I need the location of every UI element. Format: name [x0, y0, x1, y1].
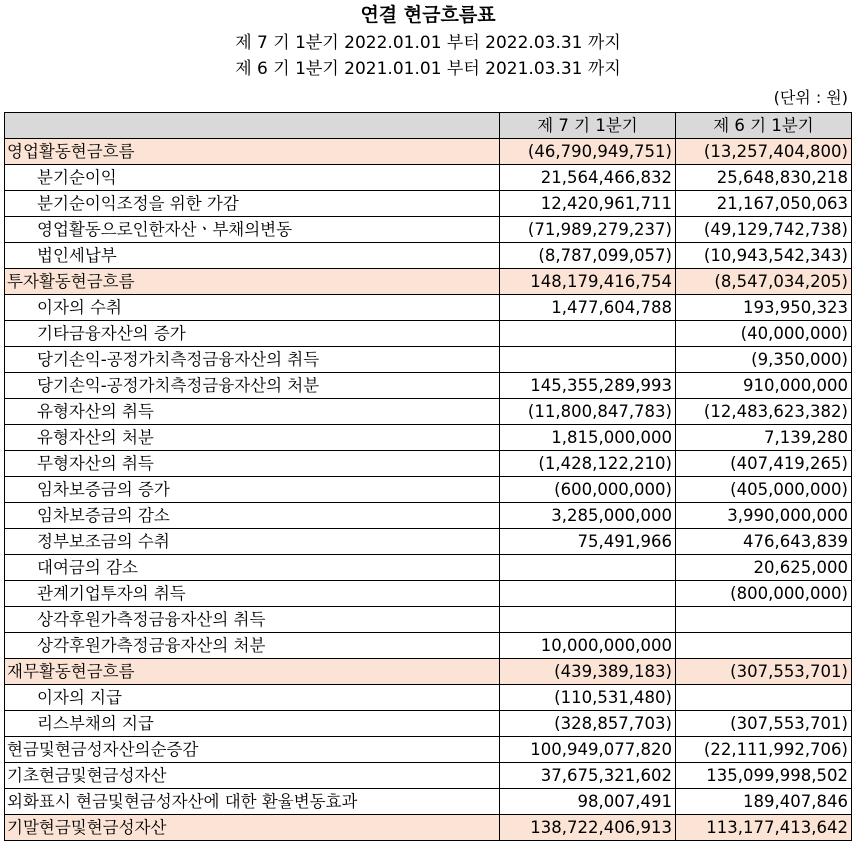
current-period-value: [500, 555, 676, 581]
prior-period-value: (10,943,542,343): [676, 243, 852, 269]
prior-period-value: (405,000,000): [676, 477, 852, 503]
header-current-period: 제 7 기 1분기: [500, 113, 676, 139]
prior-period-value: (307,553,701): [676, 711, 852, 737]
current-period-value: [500, 607, 676, 633]
prior-period-value: 135,099,998,502: [676, 763, 852, 789]
current-period-value: 145,355,289,993: [500, 373, 676, 399]
table-row: [5, 503, 852, 529]
unit-label: (단위 : 원): [773, 88, 848, 107]
current-period-value: 100,949,077,820: [500, 737, 676, 763]
current-period-value: [500, 347, 676, 373]
current-period-value: (600,000,000): [500, 477, 676, 503]
table-row: [5, 165, 852, 191]
row-label: 상각후원가측정금융자산의 처분: [5, 633, 500, 659]
row-label: 유형자산의 취득: [5, 399, 500, 425]
table-row: [5, 269, 852, 295]
table-row: [5, 581, 852, 607]
prior-period-value: [676, 685, 852, 711]
current-period-value: (46,790,949,751): [500, 139, 676, 165]
row-label: 분기순이익조정을 위한 가감: [5, 191, 500, 217]
prior-period-value: 25,648,830,218: [676, 165, 852, 191]
prior-period-value: (8,547,034,205): [676, 269, 852, 295]
prior-period-value: 7,139,280: [676, 425, 852, 451]
row-label: 기초현금및현금성자산: [5, 763, 500, 789]
table-row: [5, 399, 852, 425]
row-label: 기타금융자산의 증가: [5, 321, 500, 347]
row-label: 기말현금및현금성자산: [5, 815, 500, 841]
table-row: [5, 451, 852, 477]
current-period-value: 12,420,961,711: [500, 191, 676, 217]
prior-period-value: [676, 633, 852, 659]
row-label: 무형자산의 취득: [5, 451, 500, 477]
table-row: [5, 607, 852, 633]
current-period-value: 1,815,000,000: [500, 425, 676, 451]
table-row: [5, 711, 852, 737]
table-row: [5, 633, 852, 659]
row-label: 리스부채의 지급: [5, 711, 500, 737]
table-row: [5, 243, 852, 269]
prior-period-value: 3,990,000,000: [676, 503, 852, 529]
table-row: [5, 139, 852, 165]
row-label: 유형자산의 처분: [5, 425, 500, 451]
row-label: 분기순이익: [5, 165, 500, 191]
header-blank: [5, 113, 500, 139]
table-row: [5, 477, 852, 503]
period-prior: 제 6 기 1분기 2021.01.01 부터 2021.03.31 까지: [235, 59, 621, 79]
table-body: [5, 139, 852, 841]
statement-title: 연결 현금흐름표: [360, 4, 496, 26]
row-label: 임차보증금의 감소: [5, 503, 500, 529]
current-period-value: (110,531,480): [500, 685, 676, 711]
current-period-value: [500, 321, 676, 347]
prior-period-value: (9,350,000): [676, 347, 852, 373]
row-label: 정부보조금의 수취: [5, 529, 500, 555]
table-row: [5, 815, 852, 841]
row-label: 이자의 수취: [5, 295, 500, 321]
table-row: [5, 659, 852, 685]
prior-period-value: (407,419,265): [676, 451, 852, 477]
row-label: 당기손익-공정가치측정금융자산의 취득: [5, 347, 500, 373]
prior-period-value: 20,625,000: [676, 555, 852, 581]
prior-period-value: (307,553,701): [676, 659, 852, 685]
table-row: [5, 737, 852, 763]
prior-period-value: (13,257,404,800): [676, 139, 852, 165]
current-period-value: 10,000,000,000: [500, 633, 676, 659]
table-row: [5, 555, 852, 581]
current-period-value: 148,179,416,754: [500, 269, 676, 295]
current-period-value: 37,675,321,602: [500, 763, 676, 789]
prior-period-value: (800,000,000): [676, 581, 852, 607]
current-period-value: 75,491,966: [500, 529, 676, 555]
current-period-value: 3,285,000,000: [500, 503, 676, 529]
current-period-value: (71,989,279,237): [500, 217, 676, 243]
row-label: 외화표시 현금및현금성자산에 대한 환율변동효과: [5, 789, 500, 815]
table-row: [5, 295, 852, 321]
table-row: [5, 685, 852, 711]
current-period-value: (328,857,703): [500, 711, 676, 737]
table-header-row: [5, 113, 852, 139]
prior-period-value: [676, 607, 852, 633]
current-period-value: (11,800,847,783): [500, 399, 676, 425]
current-period-value: 1,477,604,788: [500, 295, 676, 321]
prior-period-value: (22,111,992,706): [676, 737, 852, 763]
current-period-value: 138,722,406,913: [500, 815, 676, 841]
prior-period-value: 476,643,839: [676, 529, 852, 555]
current-period-value: 21,564,466,832: [500, 165, 676, 191]
table-row: [5, 763, 852, 789]
current-period-value: (8,787,099,057): [500, 243, 676, 269]
row-label: 임차보증금의 증가: [5, 477, 500, 503]
table-row: [5, 373, 852, 399]
row-label: 당기손익-공정가치측정금융자산의 처분: [5, 373, 500, 399]
table-row: [5, 529, 852, 555]
row-label: 이자의 지급: [5, 685, 500, 711]
row-label: 재무활동현금흐름: [5, 659, 500, 685]
row-label: 법인세납부: [5, 243, 500, 269]
prior-period-value: 193,950,323: [676, 295, 852, 321]
prior-period-value: 189,407,846: [676, 789, 852, 815]
cash-flow-table: [4, 112, 852, 841]
table-row: [5, 789, 852, 815]
row-label: 영업활동으로인한자산ㆍ부채의변동: [5, 217, 500, 243]
table-row: [5, 347, 852, 373]
header-prior-period: 제 6 기 1분기: [676, 113, 852, 139]
prior-period-value: 21,167,050,063: [676, 191, 852, 217]
row-label: 투자활동현금흐름: [5, 269, 500, 295]
period-current: 제 7 기 1분기 2022.01.01 부터 2022.03.31 까지: [235, 33, 621, 53]
row-label: 상각후원가측정금융자산의 취득: [5, 607, 500, 633]
prior-period-value: (49,129,742,738): [676, 217, 852, 243]
prior-period-value: 910,000,000: [676, 373, 852, 399]
prior-period-value: 113,177,413,642: [676, 815, 852, 841]
row-label: 대여금의 감소: [5, 555, 500, 581]
current-period-value: [500, 581, 676, 607]
table-row: [5, 191, 852, 217]
prior-period-value: (12,483,623,382): [676, 399, 852, 425]
row-label: 영업활동현금흐름: [5, 139, 500, 165]
current-period-value: (439,389,183): [500, 659, 676, 685]
prior-period-value: (40,000,000): [676, 321, 852, 347]
table-row: [5, 217, 852, 243]
current-period-value: (1,428,122,210): [500, 451, 676, 477]
row-label: 관계기업투자의 취득: [5, 581, 500, 607]
table-row: [5, 425, 852, 451]
table-row: [5, 321, 852, 347]
current-period-value: 98,007,491: [500, 789, 676, 815]
row-label: 현금및현금성자산의순증감: [5, 737, 500, 763]
